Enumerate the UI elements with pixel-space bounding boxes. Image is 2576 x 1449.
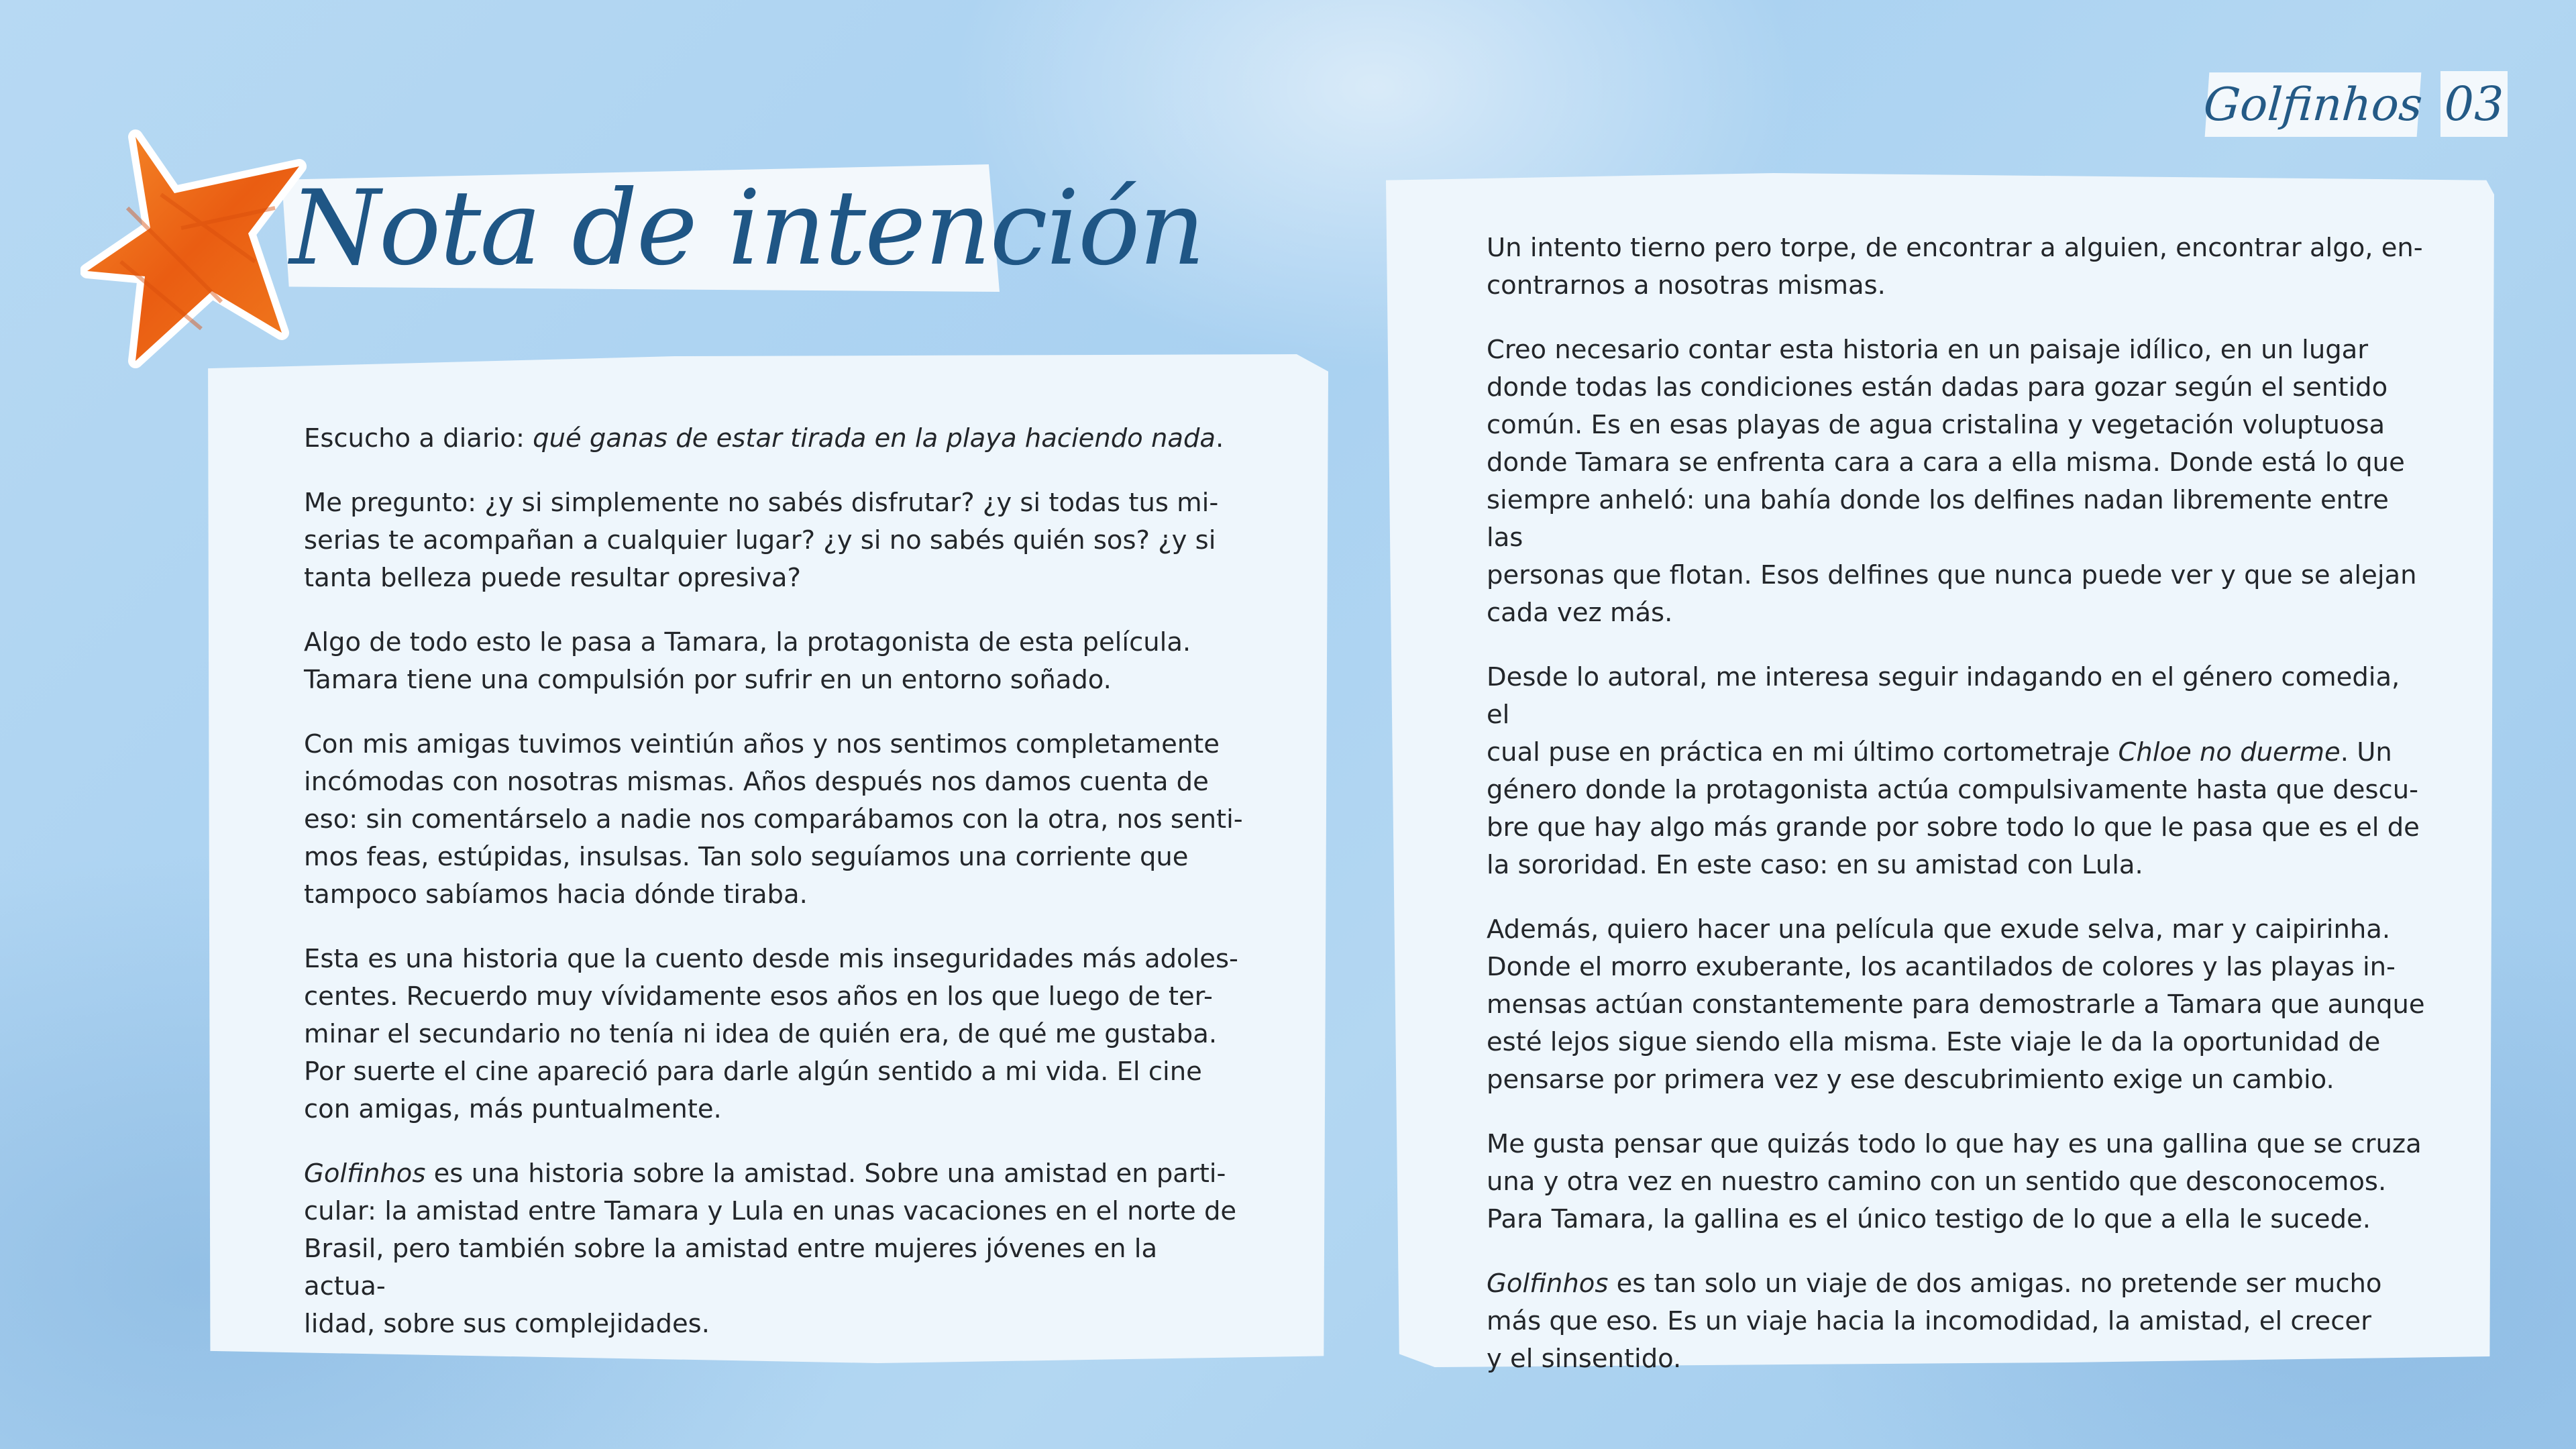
- page-title: Nota de intención: [290, 168, 1204, 288]
- paragraph: Escucho a diario: qué ganas de estar tirada en la playa haciendo nada.: [304, 423, 1224, 453]
- paragraph: Me gusta pensar que quizás todo lo que hay es una gallina que se cruza una y otra vez en nuestro camino con un sentido que desconocemos. Para Tamara, la gallina es el único testigo de lo que a ella le sucede.: [1487, 1129, 2422, 1234]
- paragraph: Algo de todo esto le pasa a Tamara, la protagonista de esta película. Tamara tiene una compulsión por sufrir en un entorno soñado.: [304, 627, 1191, 695]
- paragraph: Desde lo autoral, me interesa seguir indagando en el género comedia, el cual puse en práctica en mi último cortometraje Chloe no duerme. Un género donde la protagonista actúa compulsivamente hasta que descu- bre que hay algo más grande por sobre todo lo que le pasa que es el de la sororidad. En este caso: en su amistad con Lula.: [1487, 662, 2420, 880]
- paragraph: Creo necesario contar esta historia en un paisaje idílico, en un lugar donde todas las condiciones están dadas para gozar según el sentido común. Es en esas playas de agua cristalina y vegetación voluptuosa donde Tamara se enfrenta cara a cara a ella misma. Donde está lo que siempre anheló: una bahía donde los delfines nadan libremente entre las personas que flotan. Esos delfines que nunca puede ver y que se alejan cada vez más.: [1487, 335, 2417, 628]
- paragraph: Con mis amigas tuvimos veintiún años y nos sentimos completamente incómodas con nosotras mismas. Años después nos damos cuenta de eso: sin comentárselo a nadie nos comparábamos con la otra, nos senti- mos feas, estúpidas, insulsas. Tan solo seguíamos una corriente que tampoco sabíamos hacia dónde tiraba.: [304, 729, 1243, 910]
- paragraph: Esta es una historia que la cuento desde mis inseguridades más adoles- centes. Recuerdo muy vívidamente esos años en los que luego de ter- minar el secundario no tenía ni idea de quién era, de qué me gustaba. Por suerte el cine apareció para darle algún sentido a mi vida. El cine con amigas, más puntualmente.: [304, 944, 1238, 1124]
- paragraph: Además, quiero hacer una película que exude selva, mar y caipirinha. Donde el morro exuberante, los acantilados de colores y las playas in- mensas actúan constantemente para demostrarle a Tamara que aunque esté lejos sigue siendo ella misma. Este viaje le da la oportunidad de pensarse por primera vez y ese descubrimiento exige un cambio.: [1487, 914, 2425, 1095]
- paragraph: Golfinhos es tan solo un viaje de dos amigas. no pretende ser mucho más que eso. Es un viaje hacia la incomodidad, la amistad, el crecer y el sinsentido.: [1487, 1269, 2382, 1374]
- left-text-column: [304, 420, 1243, 1370]
- paragraph: Golfinhos es una historia sobre la amistad. Sobre una amistad en parti- cular: la amistad entre Tamara y Lula en unas vacaciones en el norte de Brasil, pero también sobre la amistad entre mujeres jóvenes en la actua- lidad, sobre sus complejidades.: [304, 1159, 1237, 1339]
- page-number: 03: [2440, 71, 2508, 137]
- star-icon: [80, 127, 322, 369]
- series-badge: Golfinhos: [2205, 72, 2422, 137]
- paragraph: Me pregunto: ¿y si simplemente no sabés disfrutar? ¿y si todas tus mi- serias te acompañan a cualquier lugar? ¿y si no sabés quién sos? ¿y si tanta belleza puede resultar opresiva?: [304, 488, 1219, 593]
- right-text-column: [1487, 229, 2426, 1405]
- paragraph: Un intento tierno pero torpe, de encontrar a alguien, encontrar algo, en- contrarnos a nosotras mismas.: [1487, 233, 2423, 301]
